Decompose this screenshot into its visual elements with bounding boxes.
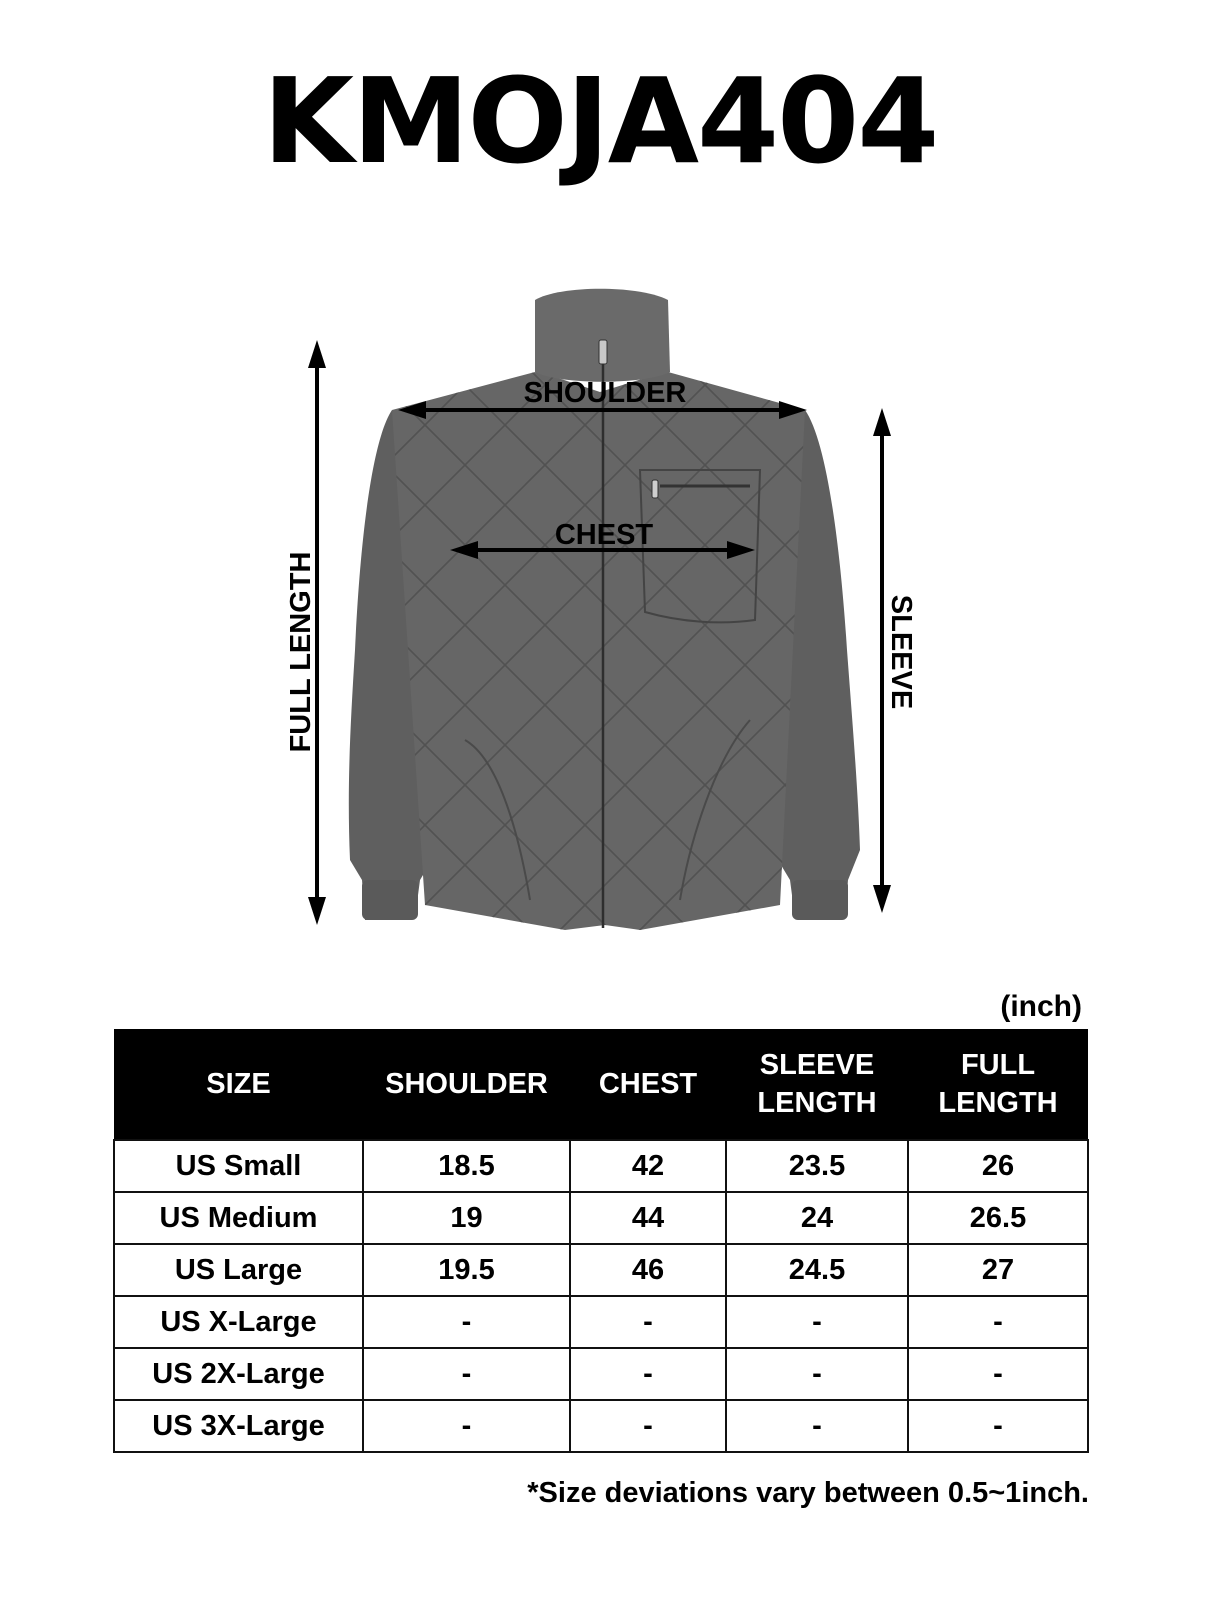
product-code-title: KMOJA404: [262, 52, 938, 190]
table-row: [114, 1400, 1088, 1452]
size-cell: US 2X-Large: [114, 1348, 363, 1400]
shoulder-label: SHOULDER: [523, 377, 687, 409]
size-chart-table: [113, 1029, 1089, 1453]
shoulder-cell: -: [363, 1348, 570, 1400]
full-length-cell: -: [908, 1400, 1088, 1452]
header-shoulder: SHOULDER: [363, 1029, 570, 1140]
size-cell: US Small: [114, 1140, 363, 1192]
full-length-cell: -: [908, 1296, 1088, 1348]
right-cuff: [792, 880, 848, 920]
left-cuff: [362, 880, 418, 920]
sleeve-length-cell: -: [726, 1296, 908, 1348]
chest-label: CHEST: [554, 519, 654, 551]
table-row: [114, 1348, 1088, 1400]
header-full-length: FULL LENGTH: [908, 1029, 1088, 1140]
full-length-cell: 26: [908, 1140, 1088, 1192]
shoulder-cell: -: [363, 1400, 570, 1452]
unit-label: (inch): [1000, 990, 1082, 1023]
shoulder-cell: 18.5: [363, 1140, 570, 1192]
sleeve-length-cell: 24: [726, 1192, 908, 1244]
sleeve-length-cell: 24.5: [726, 1244, 908, 1296]
zipper-pull: [599, 340, 607, 364]
sleeve-length-cell: -: [726, 1348, 908, 1400]
table-header-row: [114, 1029, 1088, 1140]
header-sleeve-length: SLEEVE LENGTH: [726, 1029, 908, 1140]
chest-cell: 44: [570, 1192, 726, 1244]
shoulder-cell: 19: [363, 1192, 570, 1244]
table-row: [114, 1296, 1088, 1348]
size-deviation-footnote: *Size deviations vary between 0.5~1inch.: [527, 1477, 1089, 1509]
header-size: SIZE: [114, 1029, 363, 1140]
sleeve-length-cell: -: [726, 1400, 908, 1452]
size-cell: US X-Large: [114, 1296, 363, 1348]
chest-cell: -: [570, 1400, 726, 1452]
size-cell: US Medium: [114, 1192, 363, 1244]
chest-cell: 46: [570, 1244, 726, 1296]
table-row: [114, 1244, 1088, 1296]
table-row: [114, 1140, 1088, 1192]
full-length-label: FULL LENGTH: [285, 551, 317, 753]
full-length-cell: 27: [908, 1244, 1088, 1296]
size-cell: US Large: [114, 1244, 363, 1296]
header-chest: CHEST: [570, 1029, 726, 1140]
chest-cell: 42: [570, 1140, 726, 1192]
sleeve-label: SLEEVE: [885, 594, 917, 710]
table-row: [114, 1192, 1088, 1244]
chest-cell: -: [570, 1348, 726, 1400]
shoulder-cell: -: [363, 1296, 570, 1348]
shoulder-cell: 19.5: [363, 1244, 570, 1296]
sleeve-length-cell: 23.5: [726, 1140, 908, 1192]
full-length-cell: -: [908, 1348, 1088, 1400]
size-cell: US 3X-Large: [114, 1400, 363, 1452]
pocket-zipper-pull: [652, 480, 658, 498]
chest-cell: -: [570, 1296, 726, 1348]
full-length-cell: 26.5: [908, 1192, 1088, 1244]
